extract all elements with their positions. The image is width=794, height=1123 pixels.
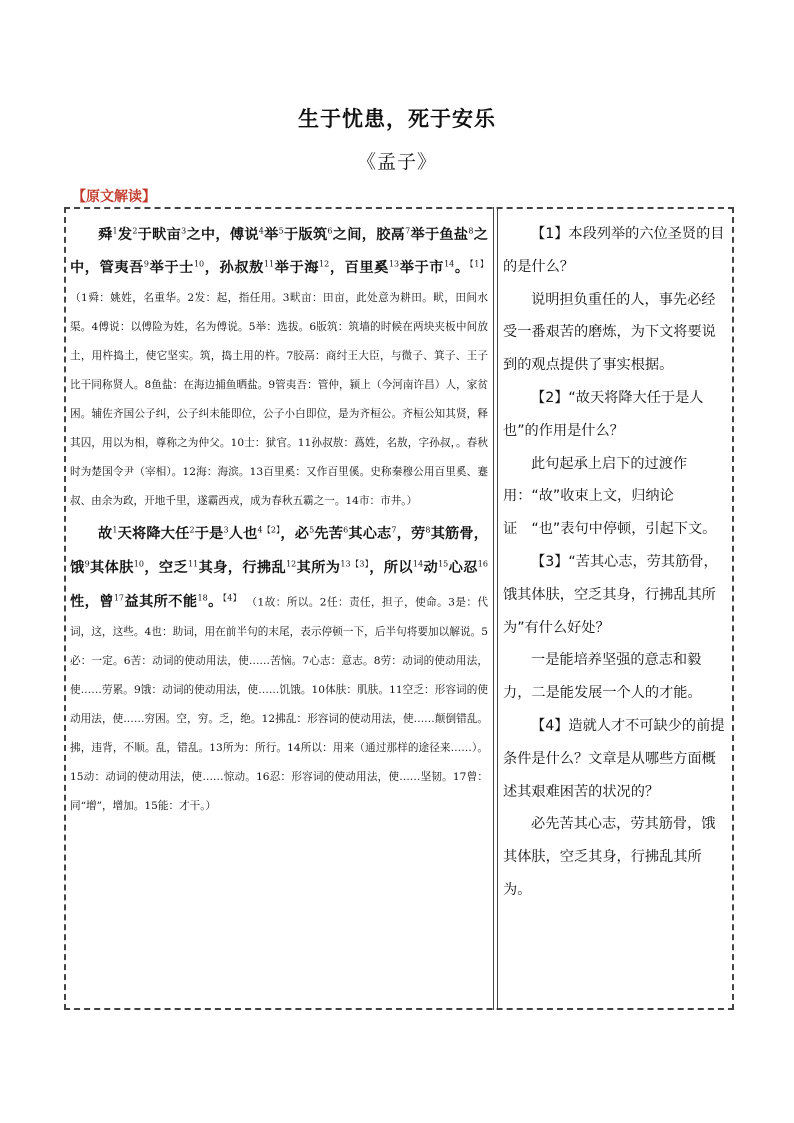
paragraph-1	[70, 216, 488, 515]
main-text-run: 故	[98, 526, 113, 543]
footnote-marker: 1	[112, 226, 118, 235]
footnote-marker: 2	[189, 525, 195, 535]
main-text-run: 益其所不能	[124, 593, 198, 610]
footnote-marker: 8	[468, 226, 474, 235]
question-1: 【1】本段列举的六位圣贤的目的是什么？	[503, 226, 725, 275]
main-text-run: ，劳	[396, 526, 426, 543]
footnote-marker: 14	[444, 259, 455, 269]
original-text-column	[70, 216, 488, 820]
footnote-marker: 5	[278, 226, 284, 235]
footnote-marker: 13	[388, 259, 400, 269]
main-text-run: 之中，傅说	[186, 226, 259, 243]
main-text-run: 举于海	[274, 260, 320, 277]
main-text-run: 之间，胶鬲	[332, 226, 406, 243]
main-text-run: 其筋骨，饿	[70, 526, 488, 576]
main-text-run: 先苦	[314, 526, 344, 543]
main-text-run: 之中，管夷吾	[70, 226, 488, 277]
main-text-run: 。	[207, 593, 223, 610]
footnote-marker: 4	[258, 226, 264, 235]
footnote-marker: 1	[112, 525, 118, 535]
main-text-run: 人也	[228, 526, 258, 543]
main-text-run: 。	[454, 260, 470, 277]
main-text-run: ，必	[280, 526, 310, 543]
page-author: 《孟子》	[356, 151, 437, 173]
main-text-run: 举于鱼盐	[410, 226, 469, 243]
footnote-marker: 9	[84, 559, 90, 569]
question-3: 【3】“苦其心志，劳其筋骨，饿其体肤，空乏其身，行拂乱其所为”有什么好处？	[503, 553, 718, 636]
footnote-marker: 16	[477, 559, 488, 569]
footnote-marker: 7	[391, 525, 397, 535]
footnote-marker: 5	[309, 525, 315, 535]
main-text-run: ，所以	[369, 559, 413, 576]
footnote-marker: 15	[438, 559, 449, 569]
main-text-run: 举于市	[399, 260, 445, 277]
footnote-marker: 3	[181, 226, 187, 235]
footnote-marker: 11	[263, 259, 275, 269]
main-text-run: 舜	[98, 226, 113, 243]
footnote-marker: 6	[343, 525, 349, 535]
footnote-marker: 【4】	[222, 592, 242, 602]
column-divider-inner	[497, 207, 498, 1010]
main-text-run: 于畎亩	[137, 226, 182, 243]
footnote-marker: 8	[425, 525, 431, 535]
footnote-marker: 12	[319, 259, 330, 269]
main-text-run: 举	[263, 226, 279, 243]
main-text-run: 心忍	[448, 559, 478, 576]
footnote-marker: 17	[113, 592, 125, 602]
footnote-marker: 10	[193, 259, 205, 269]
column-divider	[493, 207, 494, 1010]
main-text-run: 性，曾	[70, 593, 114, 610]
question-4: 【4】造就人才不可缺少的前提条件是什么？文章是从哪些方面概述其艰难困苦的状况的？	[503, 717, 725, 800]
answer-2: 此句起承上启下的过渡作用：“故”收束上文，归纳论证 “也”表句中停顿，引起下文。	[503, 455, 717, 538]
footnote-marker: 14	[412, 559, 424, 569]
annotation-column	[503, 218, 725, 907]
main-text-run: 举于士	[149, 260, 194, 277]
footnote-marker: 9	[143, 259, 150, 269]
main-text-run: ，空乏	[143, 559, 189, 576]
footnote-marker: 10	[133, 559, 144, 569]
answer-1: 说明担负重任的人，事先必经受一番艰苦的磨炼，为下文将要说到的观点提供了事实根据。	[503, 291, 716, 374]
footnote-marker: 13【3】	[340, 559, 370, 569]
footnote-marker: 【1】	[469, 259, 488, 269]
footnote-marker: 11	[188, 559, 199, 569]
main-text-run: 其体肤	[89, 559, 134, 576]
footnote-marker: 18	[197, 592, 208, 602]
main-text-run: 天将降大任	[117, 526, 190, 543]
paragraph-1-notes: （1舜：姚姓，名重华。2发：起，指任用。3畎亩：田亩，此处意为耕田。畎，田间水渠。4傅说：以傅险为姓，名为傅说。5举：选拔。6版筑：筑墙的时候在两块夹板中间放土，用杵捣土，使它坚实。筑，捣土用的杵。7胶鬲：商纣王大臣，与微子、箕子、王子比干同称贤人。8鱼盐：在海边捕鱼晒盐。9管夷吾：管仲，颍上（今河南许昌）人，家贫困。辅佐齐国公子纠，公子纠未能即位，公子小白即位，是为齐桓公。齐桓公知其贤，释其囚，用以为相，尊称之为仲父。10士：狱官。11孙叔敖：蔿姓，名敖，字孙叔，。春秋时为楚国令尹（宰相）。12海：海滨。13百里奚：又作百里傒。史称秦穆公用百里奚、蹇叔、由余为政，开地千里，遂霸西戎，成为春秋五霸之一。14市：市井。）	[70, 292, 488, 508]
question-2: 【2】“故天将降大任于是人也”的作用是什么？	[503, 389, 704, 439]
paragraph-2	[70, 515, 488, 819]
answer-3: 一是能培养坚强的意志和毅力，二是能发展一个人的才能。	[503, 652, 702, 702]
footnote-marker: 12	[286, 559, 297, 569]
main-text-run: 其心志	[348, 526, 392, 543]
main-text-run: ，百里奚	[329, 260, 389, 277]
footnote-marker: 4【2】	[257, 525, 281, 535]
main-text-run: 其身，行拂乱	[198, 559, 287, 576]
main-text-run: ，孙叔敖	[204, 260, 264, 277]
main-text-run: 发	[117, 226, 133, 243]
footnote-marker: 3	[223, 525, 229, 535]
main-text-run: 于是	[194, 526, 224, 543]
paragraph-2-notes: （1故：所以。2任：责任，担子，使命。3是：代词，这，这些。4也：助词，用在前半句的末尾，表示停顿一下，后半句将要加以解说。5必：一定。6苦：动词的使动用法，使……苦恼。7心志：意志。8劳：动词的使动用法，使……劳累。9饿：动词的使动用法，使……饥饿。10体肤：肌肤。11空乏：形容词的使动用法，使……穷困。空，穷。乏，绝。12拂乱：形容词的使动用法，使……颠倒错乱。拂，违背，不顺。乱，错乱。13所为：所行。14所以：用来（通过那样的途径来……）。15动：动词的使动用法，使……惊动。16忍：形容词的使动用法，使……坚韧。17曾：同“增”，增加。15能：才干。）	[70, 596, 488, 812]
main-text-run: 于版筑	[283, 226, 328, 243]
answer-4: 必先苦其心志，劳其筋骨，饿其体肤，空乏其身，行拂乱其所为。	[503, 816, 716, 898]
footnote-marker: 7	[405, 226, 411, 235]
main-text-run: 其所为	[296, 559, 341, 576]
page-title: 生于忧患，死于安乐	[298, 106, 496, 131]
section-label: 【原文解读】	[72, 189, 156, 205]
main-text-run: 动	[423, 559, 439, 576]
footnote-marker: 6	[327, 226, 333, 235]
paragraph-1-text	[70, 227, 488, 277]
footnote-marker: 2	[132, 226, 138, 235]
